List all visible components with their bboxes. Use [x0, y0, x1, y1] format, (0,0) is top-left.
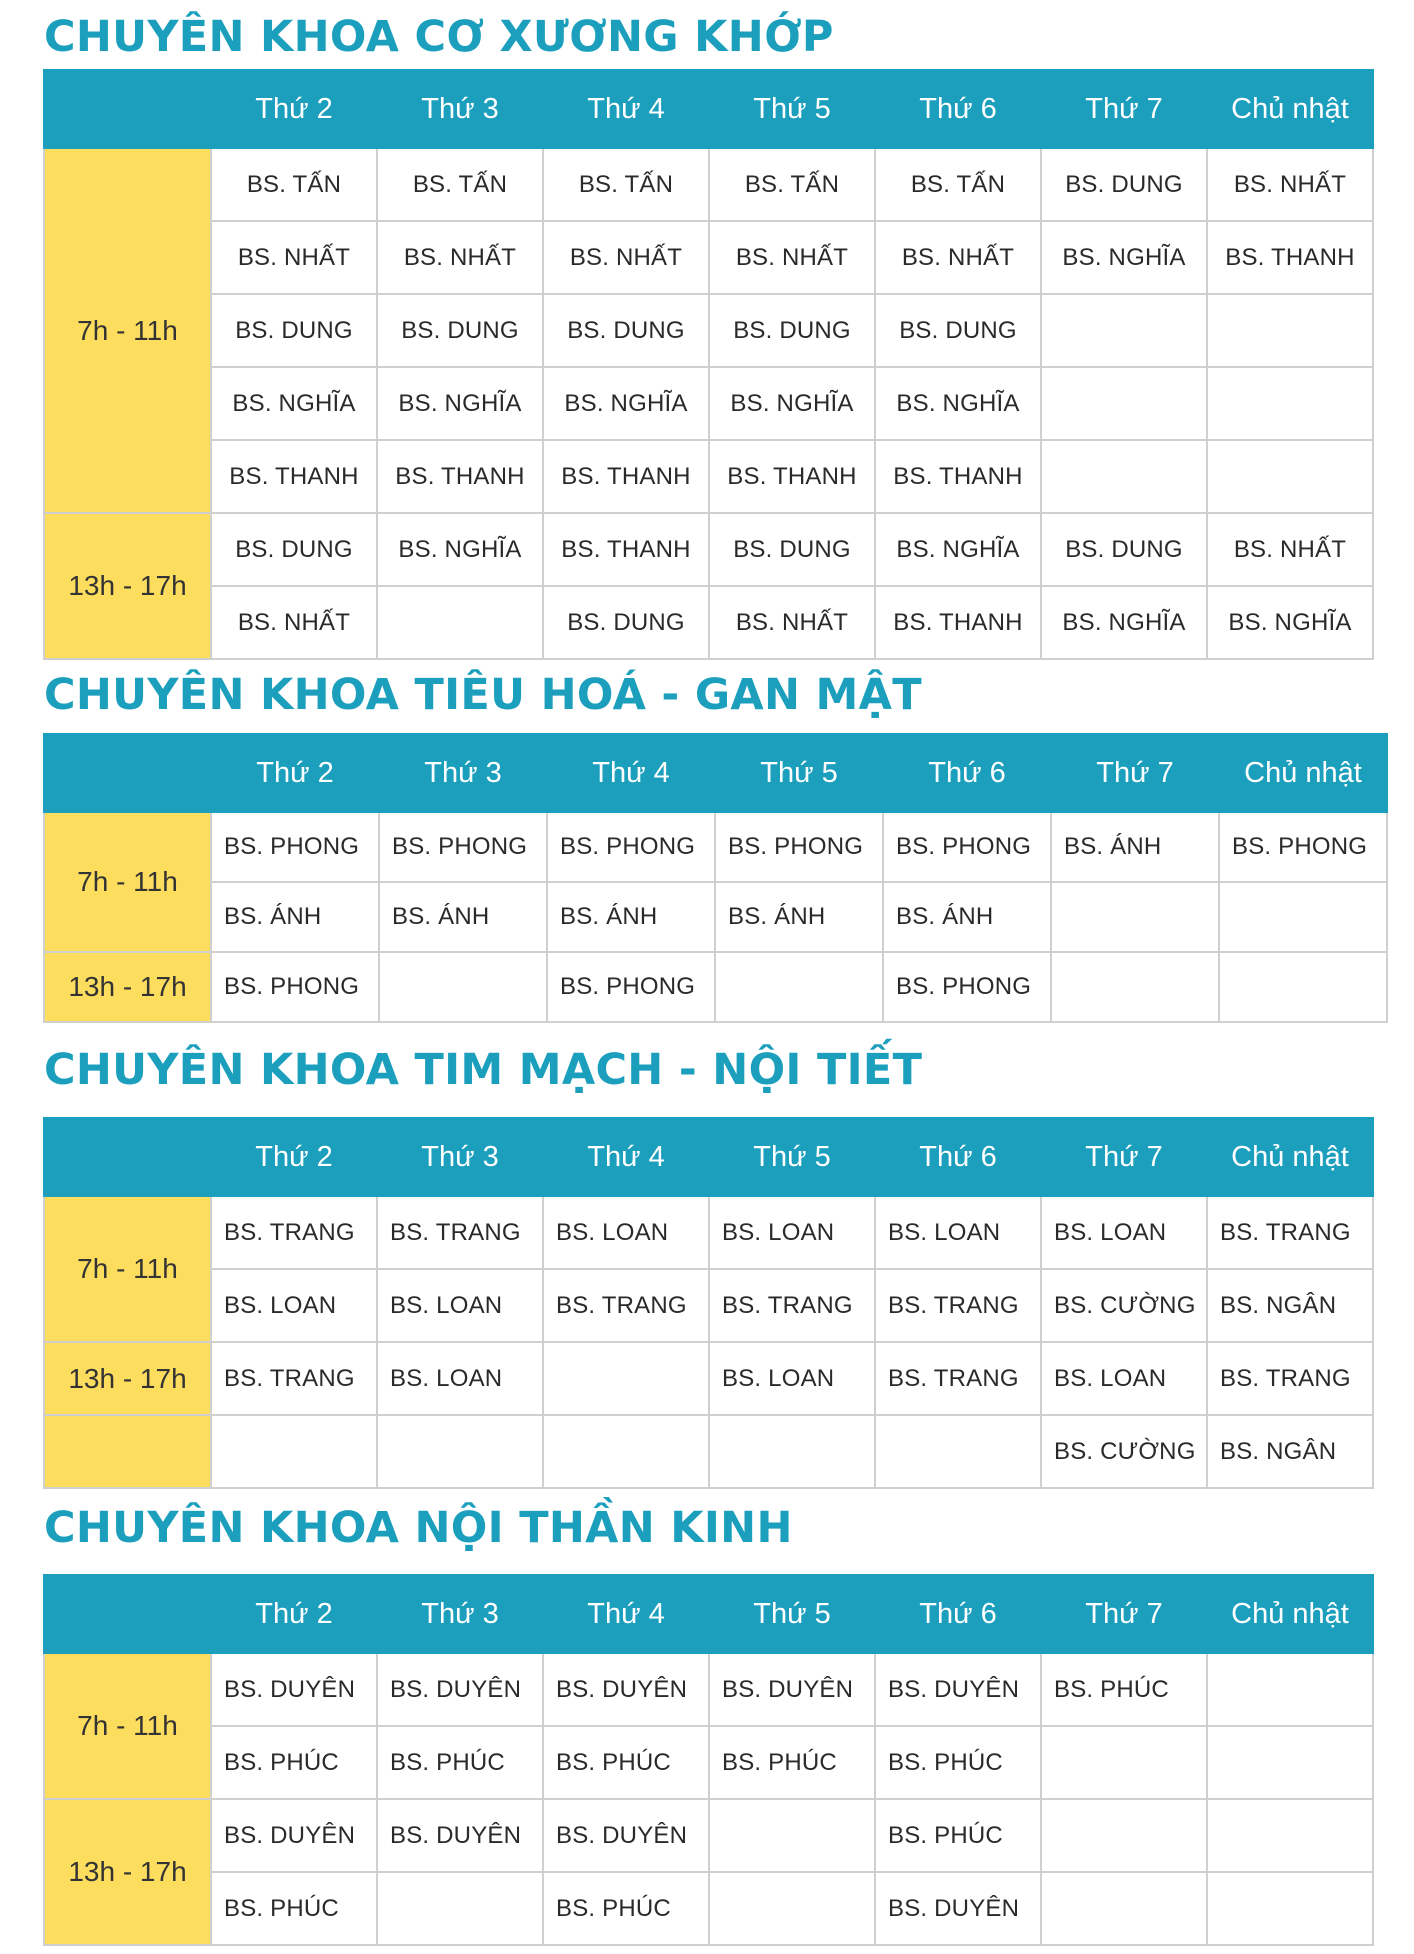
- doctor-cell: BS. NHẤT: [875, 221, 1041, 294]
- day-header-chu-nhat: Chủ nhật: [1207, 1118, 1373, 1196]
- doctor-cell: [1207, 1653, 1373, 1726]
- table-row: [44, 294, 1373, 367]
- day-header-thu-5: Thứ 5: [709, 1118, 875, 1196]
- doctor-cell: BS. THANH: [875, 586, 1041, 659]
- doctor-cell: BS. PHÚC: [211, 1726, 377, 1799]
- header-corner: [44, 1118, 211, 1196]
- doctor-cell: BS. NHẤT: [709, 586, 875, 659]
- doctor-cell: BS. DUNG: [709, 294, 875, 367]
- time-slot-label: 13h - 17h: [44, 952, 211, 1022]
- day-header-thu-5: Thứ 5: [709, 1575, 875, 1653]
- header-corner: [44, 1575, 211, 1653]
- doctor-cell: BS. PHONG: [547, 952, 715, 1022]
- doctor-cell: [1207, 440, 1373, 513]
- header-corner: [44, 70, 211, 148]
- day-header-thu-6: Thứ 6: [875, 1575, 1041, 1653]
- doctor-cell: BS. THANH: [377, 440, 543, 513]
- doctor-cell: BS. TRANG: [377, 1196, 543, 1269]
- doctor-cell: [1207, 367, 1373, 440]
- doctor-cell: BS. DUNG: [211, 513, 377, 586]
- day-header-thu-4: Thứ 4: [543, 70, 709, 148]
- table-row: [44, 1872, 1373, 1945]
- doctor-cell: BS. DUNG: [211, 294, 377, 367]
- doctor-cell: BS. PHÚC: [543, 1872, 709, 1945]
- time-slot-label: 13h - 17h: [44, 1342, 211, 1415]
- table-row: [44, 1799, 1373, 1872]
- doctor-cell: BS. LOAN: [377, 1269, 543, 1342]
- table-row: [44, 367, 1373, 440]
- day-header-thu-6: Thứ 6: [875, 70, 1041, 148]
- doctor-cell: BS. DUYÊN: [543, 1653, 709, 1726]
- doctor-cell: BS. ÁNH: [1051, 812, 1219, 882]
- table-row: [44, 1196, 1373, 1269]
- doctor-cell: BS. TRANG: [543, 1269, 709, 1342]
- doctor-cell: BS. NGHĨA: [1207, 586, 1373, 659]
- time-slot-label: 7h - 11h: [44, 1196, 211, 1342]
- doctor-cell: BS. ÁNH: [715, 882, 883, 952]
- section-title: CHUYÊN KHOA NỘI THẦN KINH: [44, 1503, 793, 1553]
- doctor-cell: [1219, 882, 1387, 952]
- doctor-cell: [709, 1872, 875, 1945]
- doctor-cell: BS. THANH: [875, 440, 1041, 513]
- doctor-cell: BS. TRANG: [1207, 1342, 1373, 1415]
- doctor-cell: BS. NGHĨA: [875, 367, 1041, 440]
- schedule-table: [43, 733, 1388, 1023]
- doctor-cell: BS. NHẤT: [1207, 513, 1373, 586]
- schedule-table: [43, 1574, 1374, 1946]
- time-slot-label: 7h - 11h: [44, 812, 211, 952]
- day-header-chu-nhat: Chủ nhật: [1219, 734, 1387, 812]
- doctor-cell: BS. TRANG: [1207, 1196, 1373, 1269]
- doctor-cell: BS. DUNG: [875, 294, 1041, 367]
- doctor-cell: BS. NHẤT: [211, 221, 377, 294]
- doctor-cell: BS. LOAN: [543, 1196, 709, 1269]
- doctor-cell: BS. LOAN: [1041, 1342, 1207, 1415]
- day-header-thu-5: Thứ 5: [709, 70, 875, 148]
- table-row: [44, 513, 1373, 586]
- doctor-cell: BS. THANH: [543, 440, 709, 513]
- table-row: [44, 440, 1373, 513]
- day-header-thu-3: Thứ 3: [377, 1575, 543, 1653]
- doctor-cell: BS. LOAN: [709, 1196, 875, 1269]
- doctor-cell: BS. DUYÊN: [211, 1653, 377, 1726]
- doctor-cell: BS. NGÂN: [1207, 1415, 1373, 1488]
- day-header-thu-6: Thứ 6: [875, 1118, 1041, 1196]
- header-row: [44, 1118, 1373, 1196]
- time-slot-label: 7h - 11h: [44, 1653, 211, 1799]
- doctor-cell: [379, 952, 547, 1022]
- header-row: [44, 70, 1373, 148]
- doctor-cell: BS. LOAN: [377, 1342, 543, 1415]
- doctor-cell: BS. PHONG: [1219, 812, 1387, 882]
- doctor-cell: [1041, 1872, 1207, 1945]
- table-row: [44, 1726, 1373, 1799]
- doctor-cell: BS. ÁNH: [547, 882, 715, 952]
- doctor-cell: BS. PHONG: [211, 952, 379, 1022]
- doctor-cell: [709, 1415, 875, 1488]
- doctor-cell: BS. PHÚC: [377, 1726, 543, 1799]
- doctor-cell: BS. LOAN: [211, 1269, 377, 1342]
- doctor-cell: [377, 1872, 543, 1945]
- doctor-cell: [1041, 294, 1207, 367]
- doctor-cell: BS. DUNG: [1041, 513, 1207, 586]
- doctor-cell: BS. THANH: [211, 440, 377, 513]
- doctor-cell: [377, 1415, 543, 1488]
- doctor-cell: BS. TRANG: [875, 1269, 1041, 1342]
- doctor-cell: BS. NGHĨA: [1041, 221, 1207, 294]
- doctor-cell: [875, 1415, 1041, 1488]
- doctor-cell: BS. PHONG: [379, 812, 547, 882]
- doctor-cell: BS. DUYÊN: [211, 1799, 377, 1872]
- day-header-chu-nhat: Chủ nhật: [1207, 1575, 1373, 1653]
- doctor-cell: BS. NHẤT: [211, 586, 377, 659]
- doctor-cell: BS. PHONG: [211, 812, 379, 882]
- doctor-cell: [543, 1415, 709, 1488]
- doctor-cell: BS. CƯỜNG: [1041, 1415, 1207, 1488]
- table-row: [44, 1342, 1373, 1415]
- doctor-cell: BS. LOAN: [709, 1342, 875, 1415]
- doctor-cell: [1041, 1799, 1207, 1872]
- doctor-cell: [1051, 952, 1219, 1022]
- doctor-cell: [1207, 294, 1373, 367]
- doctor-cell: BS. NHẤT: [377, 221, 543, 294]
- doctor-cell: BS. NGHĨA: [1041, 586, 1207, 659]
- table-row: [44, 952, 1387, 1022]
- day-header-thu-4: Thứ 4: [543, 1575, 709, 1653]
- doctor-cell: BS. DUNG: [1041, 148, 1207, 221]
- doctor-cell: [715, 952, 883, 1022]
- header-corner: [44, 734, 211, 812]
- doctor-cell: BS. TRANG: [211, 1196, 377, 1269]
- doctor-cell: BS. LOAN: [875, 1196, 1041, 1269]
- day-header-thu-4: Thứ 4: [547, 734, 715, 812]
- table-row: [44, 221, 1373, 294]
- table-row: [44, 882, 1387, 952]
- doctor-cell: BS. CƯỜNG: [1041, 1269, 1207, 1342]
- doctor-cell: BS. TRANG: [875, 1342, 1041, 1415]
- day-header-chu-nhat: Chủ nhật: [1207, 70, 1373, 148]
- day-header-thu-2: Thứ 2: [211, 1575, 377, 1653]
- section-title: CHUYÊN KHOA TIM MẠCH - NỘI TIẾT: [44, 1045, 923, 1095]
- doctor-cell: BS. TRANG: [211, 1342, 377, 1415]
- day-header-thu-5: Thứ 5: [715, 734, 883, 812]
- doctor-cell: BS. PHÚC: [211, 1872, 377, 1945]
- doctor-cell: [1041, 440, 1207, 513]
- table-row: [44, 1415, 1373, 1488]
- day-header-thu-3: Thứ 3: [377, 70, 543, 148]
- doctor-cell: [1041, 1726, 1207, 1799]
- doctor-cell: BS. THANH: [543, 513, 709, 586]
- header-row: [44, 734, 1387, 812]
- doctor-cell: BS. DUYÊN: [543, 1799, 709, 1872]
- day-header-thu-7: Thứ 7: [1041, 1575, 1207, 1653]
- doctor-cell: BS. NHẤT: [1207, 148, 1373, 221]
- day-header-thu-2: Thứ 2: [211, 70, 377, 148]
- time-slot-label: 13h - 17h: [44, 1799, 211, 1945]
- section-title: CHUYÊN KHOA TIÊU HOÁ - GAN MẬT: [44, 670, 922, 720]
- day-header-thu-2: Thứ 2: [211, 1118, 377, 1196]
- doctor-cell: [377, 586, 543, 659]
- doctor-cell: [1051, 882, 1219, 952]
- day-header-thu-2: Thứ 2: [211, 734, 379, 812]
- doctor-cell: BS. THANH: [709, 440, 875, 513]
- doctor-cell: BS. TRANG: [709, 1269, 875, 1342]
- doctor-cell: [1207, 1726, 1373, 1799]
- doctor-cell: [1041, 367, 1207, 440]
- day-header-thu-6: Thứ 6: [883, 734, 1051, 812]
- day-header-thu-3: Thứ 3: [377, 1118, 543, 1196]
- doctor-cell: BS. NGHĨA: [875, 513, 1041, 586]
- table-row: [44, 1653, 1373, 1726]
- doctor-cell: BS. NHẤT: [709, 221, 875, 294]
- doctor-cell: BS. THANH: [1207, 221, 1373, 294]
- doctor-cell: BS. PHÚC: [1041, 1653, 1207, 1726]
- doctor-cell: [1207, 1799, 1373, 1872]
- doctor-cell: BS. PHÚC: [875, 1799, 1041, 1872]
- doctor-cell: BS. DUNG: [709, 513, 875, 586]
- doctor-cell: BS. PHÚC: [875, 1726, 1041, 1799]
- doctor-cell: BS. TẤN: [543, 148, 709, 221]
- doctor-cell: BS. DUNG: [543, 586, 709, 659]
- time-slot-label: 7h - 11h: [44, 148, 211, 513]
- doctor-cell: [211, 1415, 377, 1488]
- day-header-thu-7: Thứ 7: [1051, 734, 1219, 812]
- table-row: [44, 1269, 1373, 1342]
- doctor-cell: BS. DUYÊN: [875, 1872, 1041, 1945]
- doctor-cell: BS. ÁNH: [211, 882, 379, 952]
- doctor-cell: BS. DUYÊN: [377, 1653, 543, 1726]
- doctor-cell: BS. DUYÊN: [377, 1799, 543, 1872]
- doctor-cell: BS. PHÚC: [709, 1726, 875, 1799]
- doctor-cell: BS. DUNG: [377, 294, 543, 367]
- doctor-cell: BS. TẤN: [709, 148, 875, 221]
- doctor-cell: BS. TẤN: [875, 148, 1041, 221]
- doctor-cell: BS. ÁNH: [883, 882, 1051, 952]
- doctor-cell: BS. NGHĨA: [543, 367, 709, 440]
- doctor-cell: BS. PHONG: [883, 952, 1051, 1022]
- header-row: [44, 1575, 1373, 1653]
- doctor-cell: BS. DUNG: [543, 294, 709, 367]
- doctor-cell: BS. NGHĨA: [377, 513, 543, 586]
- doctor-cell: [709, 1799, 875, 1872]
- doctor-cell: BS. PHONG: [547, 812, 715, 882]
- time-slot-label: [44, 1415, 211, 1488]
- doctor-cell: [1219, 952, 1387, 1022]
- doctor-cell: BS. DUYÊN: [709, 1653, 875, 1726]
- doctor-cell: BS. ÁNH: [379, 882, 547, 952]
- day-header-thu-7: Thứ 7: [1041, 1118, 1207, 1196]
- section-title: CHUYÊN KHOA CƠ XƯƠNG KHỚP: [44, 12, 834, 62]
- day-header-thu-4: Thứ 4: [543, 1118, 709, 1196]
- doctor-cell: BS. PHÚC: [543, 1726, 709, 1799]
- doctor-cell: BS. NGHĨA: [211, 367, 377, 440]
- doctor-cell: [1207, 1872, 1373, 1945]
- doctor-cell: BS. NHẤT: [543, 221, 709, 294]
- time-slot-label: 13h - 17h: [44, 513, 211, 659]
- doctor-cell: BS. TẤN: [211, 148, 377, 221]
- doctor-cell: BS. NGHĨA: [709, 367, 875, 440]
- doctor-cell: [543, 1342, 709, 1415]
- doctor-cell: BS. DUYÊN: [875, 1653, 1041, 1726]
- day-header-thu-7: Thứ 7: [1041, 70, 1207, 148]
- doctor-cell: BS. PHONG: [883, 812, 1051, 882]
- table-row: [44, 148, 1373, 221]
- doctor-cell: BS. PHONG: [715, 812, 883, 882]
- doctor-cell: BS. TẤN: [377, 148, 543, 221]
- doctor-cell: BS. LOAN: [1041, 1196, 1207, 1269]
- schedule-table: [43, 69, 1374, 660]
- table-row: [44, 586, 1373, 659]
- table-row: [44, 812, 1387, 882]
- day-header-thu-3: Thứ 3: [379, 734, 547, 812]
- doctor-cell: BS. NGHĨA: [377, 367, 543, 440]
- doctor-cell: BS. NGÂN: [1207, 1269, 1373, 1342]
- schedule-table: [43, 1117, 1374, 1489]
